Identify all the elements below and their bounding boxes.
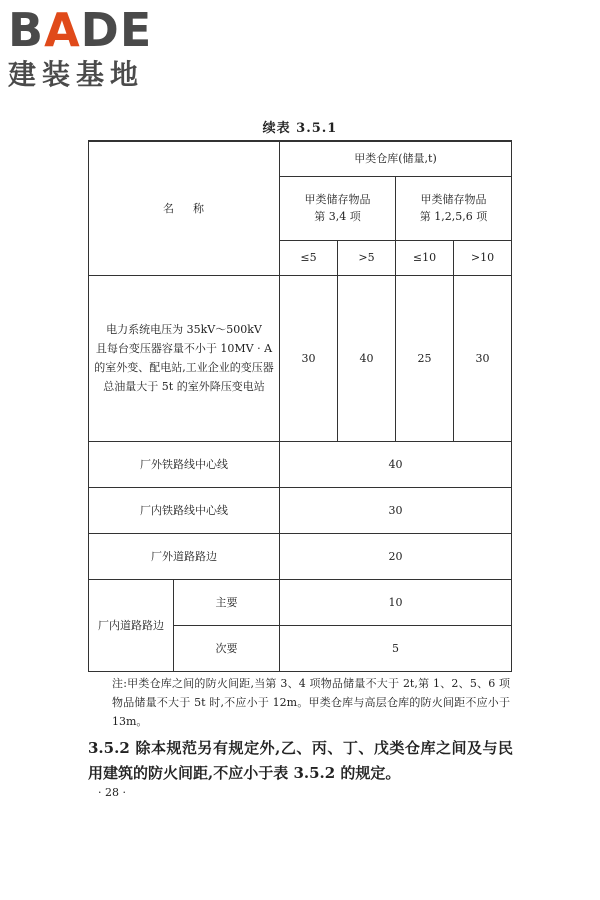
rail-inside-value: 30 — [280, 487, 512, 533]
logo-letters-de: DE — [80, 3, 153, 57]
logo-wordmark — [8, 4, 178, 56]
threshold-a-low: ≤5 — [280, 240, 338, 275]
road-inside-label: 厂内道路路边 — [89, 579, 174, 671]
table-caption: 续表 3.5.1 — [262, 121, 338, 136]
subgroup-header-a: 甲类储存物品 第 3,4 项 — [280, 176, 396, 240]
threshold-b-high: >10 — [454, 240, 512, 275]
substation-value-b-high: 30 — [454, 275, 512, 441]
rail-inside-label: 厂内铁路线中心线 — [89, 487, 280, 533]
threshold-a-high: >5 — [338, 240, 396, 275]
substation-value-a-low: 30 — [280, 275, 338, 441]
rail-outside-label: 厂外铁路线中心线 — [89, 441, 280, 487]
bade-logo — [8, 4, 178, 92]
substation-value-b-low: 25 — [396, 275, 454, 441]
subgroup-header-b: 甲类储存物品 第 1,2,5,6 项 — [396, 176, 512, 240]
page-number: · 28 · — [98, 786, 126, 799]
logo-subtitle: 建装基地 — [8, 58, 145, 91]
logo-letter-b: B — [8, 3, 45, 57]
road-outside-label: 厂外道路路边 — [89, 533, 280, 579]
group-header: 甲类仓库(储量,t) — [280, 141, 512, 176]
rail-outside-value: 40 — [280, 441, 512, 487]
road-minor-value: 5 — [280, 625, 512, 671]
threshold-b-low: ≤10 — [396, 240, 454, 275]
fire-distance-table — [88, 140, 512, 672]
logo-letter-a-accent: A — [44, 3, 81, 57]
table-footnote: 注:甲类仓库之间的防火间距,当第 3、4 项物品储量不大于 2t,第 1、2、5、6 项物品储量不大于 5t 时,不应小于 12m。甲类仓库与高层仓库的防火间距不应小于 13m。 — [112, 677, 510, 728]
substation-value-a-high: 40 — [338, 275, 396, 441]
substation-label: 电力系统电压为 35kV～500kV 且每台变压器容量不小于 10MV · A 的室外变、配电站,工业企业的变压器 总油量大于 5t 的室外降压变电站 — [89, 275, 280, 441]
road-main-value: 10 — [280, 579, 512, 625]
name-header: 名 称 — [89, 141, 280, 275]
road-main-label: 主要 — [174, 579, 280, 625]
clause-3-5-2: 3.5.2 除本规范另有规定外,乙、丙、丁、戊类仓库之间及与民用建筑的防火间距,不应小于表 3.5.2 的规定。 — [88, 739, 513, 782]
road-minor-label: 次要 — [174, 625, 280, 671]
road-outside-value: 20 — [280, 533, 512, 579]
